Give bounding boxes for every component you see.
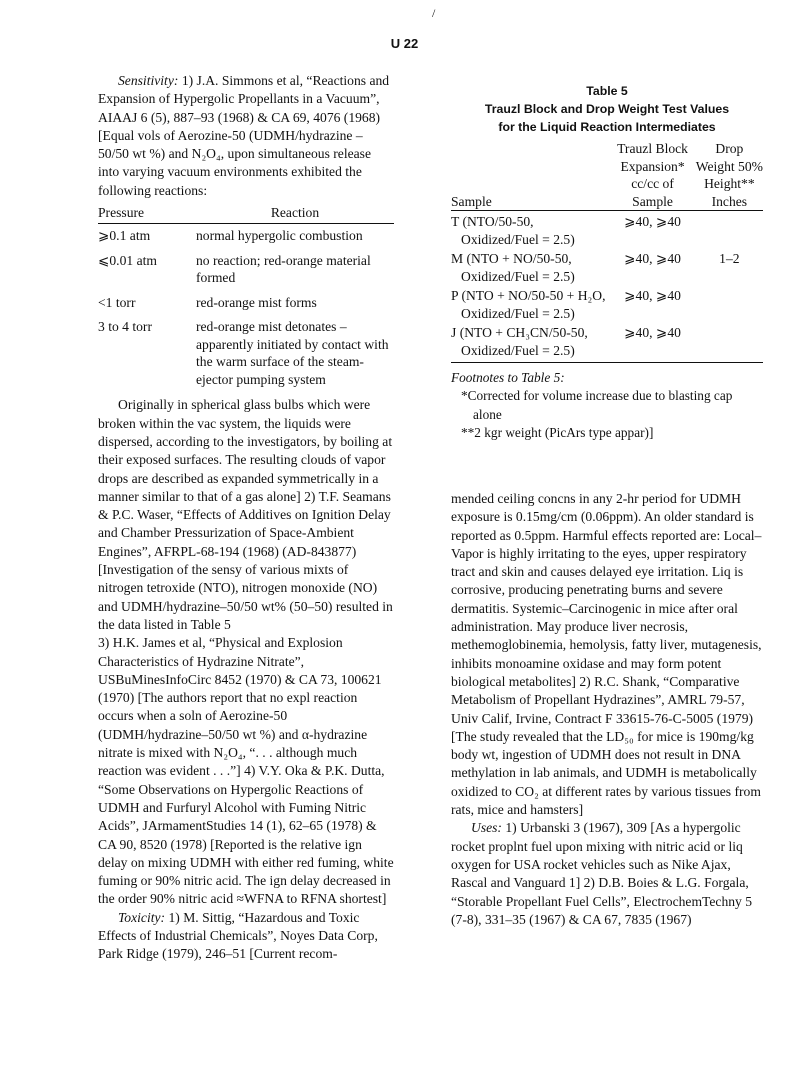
stray-mark: / xyxy=(432,6,436,20)
sensitivity-paragraph xyxy=(98,72,394,200)
reaction-table xyxy=(98,204,394,392)
left-column xyxy=(98,72,394,964)
reaction-table-header-pressure: Pressure xyxy=(98,204,196,224)
uses-paragraph xyxy=(451,819,763,929)
right-column-body xyxy=(451,490,763,929)
right-column-table xyxy=(451,72,763,442)
reaction-table-header-reaction: Reaction xyxy=(196,204,394,224)
reaction-cell: red-orange mist detonates – apparently initiated by contact with the warm surface of the steam-ejector pumping system xyxy=(196,319,389,387)
table-5 xyxy=(451,140,763,363)
uses-label: Uses: xyxy=(471,820,502,836)
footnote-1-cont: alone xyxy=(473,406,502,422)
sample-cell: T (NTO/50-50, Oxidized/Fuel = 2.5) xyxy=(451,214,575,247)
footnotes-heading: Footnotes to Table 5: xyxy=(451,370,565,385)
table-row xyxy=(98,224,394,249)
toxicity-label: Toxicity: xyxy=(118,909,166,925)
reaction-cell: normal hypergolic combustion xyxy=(196,228,363,244)
drop-cell: 1–2 xyxy=(719,251,740,266)
body-paragraph: mended ceiling concns in any 2-hr period for UDMH exposure is 0.15mg/cm (0.06ppm). An older standard is reported as 0.5ppm. Harmful effects reported are: Local–Vapor is highly irritating to the eyes, upper respiratory tract and skin and causes delayed eye irritation. Liq is corrosive, producing penetrating burns and severe dermatitis. Systemic–Carcinogenic in mice after oral administration. May produce liver necrosis, methemoglobinemia, hemolysis, fatty liver, mutagenesis, inhibits monoamine oxidase and may form potent biological metabolites] 2) R.C. Shank, “Comparative Metabolism of Propellant Hydrazines”, AMRL 79-57, Univ Calif, Irvine, Contract F 33615-76-C-5005 (1979) [The study revealed that the LD₅₀ for mice is 190mg/kg body wt, ingestion of UDMH does not result in DNA methylation in lab animals, and UDMH is metabolically oxidized to CO₂ at different rates by various tissues from rats, mice and hamsters] xyxy=(451,491,762,818)
sample-cell: J (NTO + CH₃CN/50-50, Oxidized/Fuel = 2.5) xyxy=(451,325,588,358)
sample-cell: P (NTO + NO/50-50 + H₂O, Oxidized/Fuel = 2.5) xyxy=(451,288,606,321)
page-number: U 22 xyxy=(390,36,419,51)
table-5-footnotes xyxy=(451,369,763,442)
table-5-header-trauzl: Trauzl Block Expansion* cc/cc of Sample xyxy=(609,140,695,211)
table-row xyxy=(451,322,763,363)
uses-text: 1) Urbanski 3 (1967), 309 [As a hypergolic rocket proplnt fuel upon mixing with nitric acid or liq oxygen for USA rocket vehicles such as Nike Ajax, Rascal and Vanguard 1] 2) D.B. Boies & L.G. Forgala, “Storable Propellant Fuel Cells”, ElectrochemTechny 5 (7-8), 331–35 (1967) & CA 67, 7835 (1967) xyxy=(451,820,753,927)
table-row xyxy=(451,285,763,322)
trauzl-cell: ⩾40, ⩾40 xyxy=(624,251,681,266)
toxicity-text: 1) M. Sittig, “Hazardous and Toxic Effects of Industrial Chemicals”, Noyes Data Corp, Park Ridge (1979), 246–51 [Current recom- xyxy=(98,909,378,962)
table-5-caption-line-2: for the Liquid Reaction Intermediates xyxy=(498,120,716,134)
table-row xyxy=(98,291,394,316)
table-5-caption-line-1: Trauzl Block and Drop Weight Test Values xyxy=(484,102,730,116)
table-5-header-sample: Sample xyxy=(451,140,609,211)
trauzl-cell: ⩾40, ⩾40 xyxy=(624,214,681,229)
reaction-cell: red-orange mist forms xyxy=(196,294,317,310)
table-5-title: Table 5 xyxy=(586,84,628,98)
table-5-caption xyxy=(451,82,763,136)
table-5-header-drop: Drop Weight 50% Height** Inches xyxy=(695,141,763,209)
sample-cell: M (NTO + NO/50-50, Oxidized/Fuel = 2.5) xyxy=(451,251,575,284)
footnote-2: **2 kgr weight (PicArs type appar)] xyxy=(461,424,654,440)
pressure-cell: ⩾0.1 atm xyxy=(98,228,151,244)
pressure-cell: 3 to 4 torr xyxy=(98,319,152,335)
body-paragraph: Originally in spherical glass bulbs which were broken within the vac system, the liquids were dispersed, according to the investigators, by boiling at their exposed surfaces. The resulting clouds of vapor drops are described as expanded symmetrically in a manner similar to that of a gas alone] 2) T.F. Seamans & P.C. Waser, “Effects of Additives on Ignition Delay and Chamber Pressurization of Space-Ambient Engines”, AFRPL-68-194 (1968) (AD-843877) [Investigation of the sensy of various mixts of nitrogen tetroxide (NTO), nitrogen monoxide (NO) and UDMH/hydrazine–50/50 wt% (50–50) resulted in the data listed in Table 5 xyxy=(98,397,393,632)
footnote-1: *Corrected for volume increase due to blasting cap xyxy=(461,388,733,404)
drop-cell xyxy=(696,285,763,322)
drop-cell xyxy=(696,322,763,363)
table-row xyxy=(451,211,763,249)
trauzl-cell: ⩾40, ⩾40 xyxy=(624,288,681,303)
body-paragraph: 3) H.K. James et al, “Physical and Explosion Characteristics of Hydrazine Nitrate”, USBuMinesInfoCirc 8452 (1970) & CA 73, 100621 (1970) [The authors report that no expl reaction occurs when a soln of Aerozine-50 (UDMH/hydrazine–50/50 wt %) and α-hydrazine nitrate is mixed with N₂O₄, “. . . although much reaction was evident . . .”] 4) V.Y. Oka & P.K. Dutta, “Some Observations on Hypergolic Reactions of UDMH and Furfuryl Alcohol with Fuming Nitric Acids”, JArmamentStudies 14 (1), 62–65 (1978) & CA 90, 8520 (1978) [Reported is the relative ign delay on mixing UDMH with either red fuming, white fuming or 90% nitric acid. The ign delay decreased in the order 90% nitric acid ≈WFNA to RFNA shortest] xyxy=(98,635,394,907)
table-row xyxy=(98,315,394,392)
sensitivity-label: Sensitivity: xyxy=(118,73,179,88)
reaction-cell: no reaction; red-orange material formed xyxy=(196,252,371,286)
drop-cell xyxy=(696,211,763,249)
table-row xyxy=(98,249,394,291)
pressure-cell: <1 torr xyxy=(98,294,136,310)
trauzl-cell: ⩾40, ⩾40 xyxy=(624,325,681,340)
table-row xyxy=(451,248,763,285)
pressure-cell: ⩽0.01 atm xyxy=(98,252,157,268)
toxicity-paragraph xyxy=(98,909,394,964)
sensitivity-text: 1) J.A. Simmons et al, “Reactions and Expansion of Hypergolic Propellants in a Vacuum”, AIAAJ 6 (5), 887–93 (1968) & CA 69, 4076 (1968) [Equal vols of Aerozine-50 (UDMH/hydrazine – 50/50 wt %) and N₂O₄, upon simultaneous release into varying vacuum environments exhibited the following reactions: xyxy=(98,73,390,198)
